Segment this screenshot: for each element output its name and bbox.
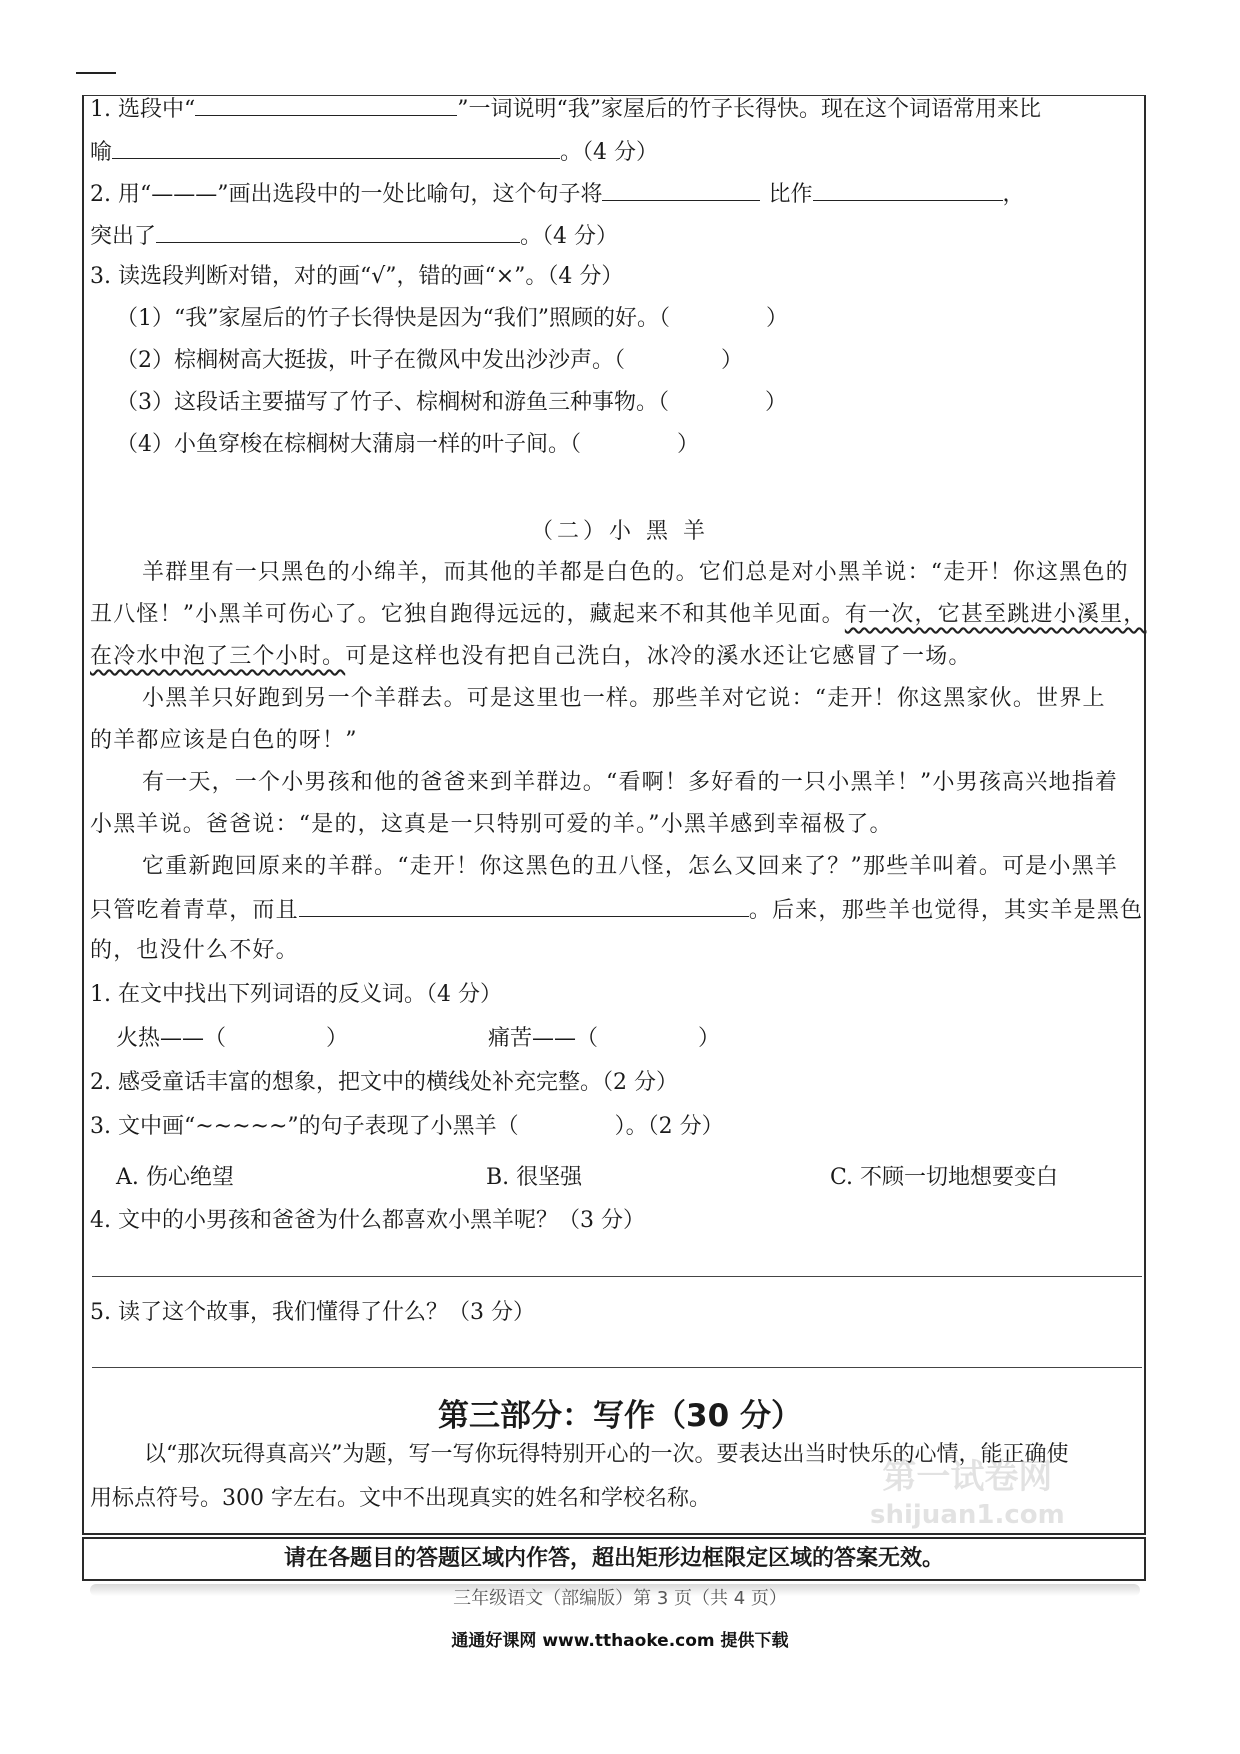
- watermark-url: shijuan1.com: [870, 1500, 1065, 1530]
- story-p4-l3: 的，也没什么不好。: [90, 938, 299, 963]
- writing-prompt-l1: 以“那次玩得真高兴”为题，写一写你玩得特别开心的一次。要表达出当时快乐的心情，能正确使: [144, 1442, 1069, 1467]
- judge-item: [116, 388, 787, 418]
- q1-text-post: ”一词说明“我”家屋后的竹子长得快。现在这个词语常用来比: [457, 97, 1041, 122]
- story-text: 。后来，那些羊也觉得，其实羊是黑色: [748, 898, 1144, 923]
- q2-text-post: ，: [1002, 182, 1025, 207]
- judge-item: [116, 430, 699, 460]
- judge-item-close: ）: [766, 306, 789, 331]
- question-3-title: 3. 读选段判断对错，对的画“√”，错的画“×”。（4 分）: [90, 264, 624, 289]
- option-c[interactable]: C. 不顾一切地想要变白: [830, 1165, 1059, 1190]
- story-p4-l1: 它重新跑回原来的羊群。“走开！你这黑色的丑八怪，怎么又回来了？”那些羊叫着。可是小黑羊: [142, 854, 1119, 879]
- answer-blank[interactable]: [602, 178, 760, 201]
- story-p3-l2: 小黑羊说。爸爸说：“是的，这真是一只特别可爱的羊。”小黑羊感到幸福极了。: [90, 812, 893, 837]
- q1-text-pre: 1. 选段中“: [90, 97, 196, 122]
- judge-item-close: ）: [677, 432, 700, 457]
- download-note[interactable]: 通通好课网 www.tthaoke.com 提供下载: [451, 1631, 789, 1651]
- judge-item-text: （3）这段话主要描写了竹子、棕榈树和游鱼三种事物。（: [116, 390, 669, 415]
- antonym-word: 火热——（: [116, 1026, 227, 1051]
- question-s2-5: 5. 读了这个故事，我们懂得了什么？（3 分）: [90, 1300, 535, 1325]
- option-a[interactable]: A. 伤心绝望: [116, 1165, 234, 1190]
- answer-blank[interactable]: [112, 136, 560, 159]
- q2-text-pre-2: 突出了: [90, 224, 157, 249]
- q2-text-mid: 比作: [768, 182, 813, 207]
- story-subtitle: （二）小 黑 羊: [531, 519, 709, 544]
- corner-mark: [76, 72, 116, 74]
- story-p3-l1: 有一天，一个小男孩和他的爸爸来到羊群边。“看啊！多好看的一只小黑羊！”小男孩高兴地指着: [142, 770, 1119, 795]
- question-s2-4: 4. 文中的小男孩和爸爸为什么都喜欢小黑羊呢？（3 分）: [90, 1208, 645, 1233]
- wavy-underlined-sentence: 在冷水中泡了三个小时。: [90, 644, 346, 669]
- answer-area-notice: 请在各题目的答题区域内作答，超出矩形边框限定区域的答案无效。: [82, 1537, 1146, 1581]
- judge-item: [116, 346, 743, 376]
- judge-item-close: ）: [721, 348, 744, 373]
- question-s2-3: [90, 1112, 724, 1142]
- question-s2-1-title: 1. 在文中找出下列词语的反义词。（4 分）: [90, 982, 502, 1007]
- story-text: 只管吃着青草，而且: [90, 898, 299, 923]
- antonym-item-b: [488, 1024, 720, 1054]
- judge-item: [116, 304, 788, 334]
- question-1-line-1: [90, 93, 1041, 125]
- watermark: [870, 1458, 1065, 1534]
- story-text: 可是这样也没有把自己洗白，冰冷的溪水还让它感冒了一场。: [345, 644, 972, 669]
- story-p1-l2: [90, 600, 1146, 630]
- question-2-line-1: [90, 178, 1025, 210]
- judge-item-close: ）: [765, 390, 788, 415]
- judge-item-text: （4）小鱼穿梭在棕榈树大蒲扇一样的叶子间。（: [116, 432, 581, 457]
- option-b[interactable]: B. 很坚强: [486, 1165, 583, 1190]
- story-p2-l1: 小黑羊只好跑到另一个羊群去。可是这里也一样。那些羊对它说：“走开！你这黑家伙。世界上: [142, 686, 1106, 711]
- answer-line[interactable]: [92, 1276, 1142, 1277]
- judge-item-text: （2）棕榈树高大挺拔，叶子在微风中发出沙沙声。（: [116, 348, 625, 373]
- writing-prompt-l2: 用标点符号。300 字左右。文中不出现真实的姓名和学校名称。: [90, 1486, 711, 1511]
- antonym-item-a: [116, 1024, 348, 1054]
- question-1-line-2: [90, 136, 658, 168]
- judge-item-text: （1）“我”家屋后的竹子长得快是因为“我们”照顾的好。（: [116, 306, 670, 331]
- writing-section-title: 第三部分：写作（30 分）: [438, 1398, 802, 1434]
- story-p1-l3: [90, 642, 972, 672]
- antonym-close: ）: [326, 1026, 349, 1051]
- answer-blank[interactable]: [813, 178, 1003, 201]
- watermark-title: 第一试卷网: [882, 1457, 1053, 1497]
- q2-text-pre: 2. 用“———”画出选段中的一处比喻句，这个句子将: [90, 182, 603, 207]
- answer-blank[interactable]: [156, 220, 520, 243]
- antonym-close: ）: [698, 1026, 721, 1051]
- question-2-line-2: [90, 220, 618, 252]
- q1-text-pre-2: 喻: [90, 140, 113, 165]
- page-footer: 三年级语文（部编版）第 3 页（共 4 页）: [453, 1588, 787, 1609]
- q1-score: 。（4 分）: [560, 140, 659, 165]
- q3-score: ）。（2 分）: [614, 1114, 724, 1139]
- answer-line[interactable]: [92, 1367, 1142, 1368]
- story-fill-blank[interactable]: [299, 894, 749, 917]
- q2-score: 。（4 分）: [520, 224, 619, 249]
- q3-text-pre: 3. 文中画“~~~~~”的句子表现了小黑羊（: [90, 1114, 519, 1139]
- story-p4-l2: [90, 894, 1143, 926]
- answer-blank[interactable]: [195, 93, 457, 116]
- wavy-underlined-sentence: 有一次，它甚至跳进小溪里，: [844, 602, 1147, 627]
- story-p2-l2: 的羊都应该是白色的呀！”: [90, 728, 358, 753]
- story-p1-l1: 羊群里有一只黑色的小绵羊，而其他的羊都是白色的。它们总是对小黑羊说：“走开！你这黑色的: [142, 560, 1129, 585]
- story-text: 丑八怪！”小黑羊可伤心了。它独自跑得远远的，藏起来不和其他羊见面。: [90, 602, 845, 627]
- question-s2-2: 2. 感受童话丰富的想象，把文中的横线处补充完整。（2 分）: [90, 1070, 678, 1095]
- antonym-word: 痛苦——（: [488, 1026, 599, 1051]
